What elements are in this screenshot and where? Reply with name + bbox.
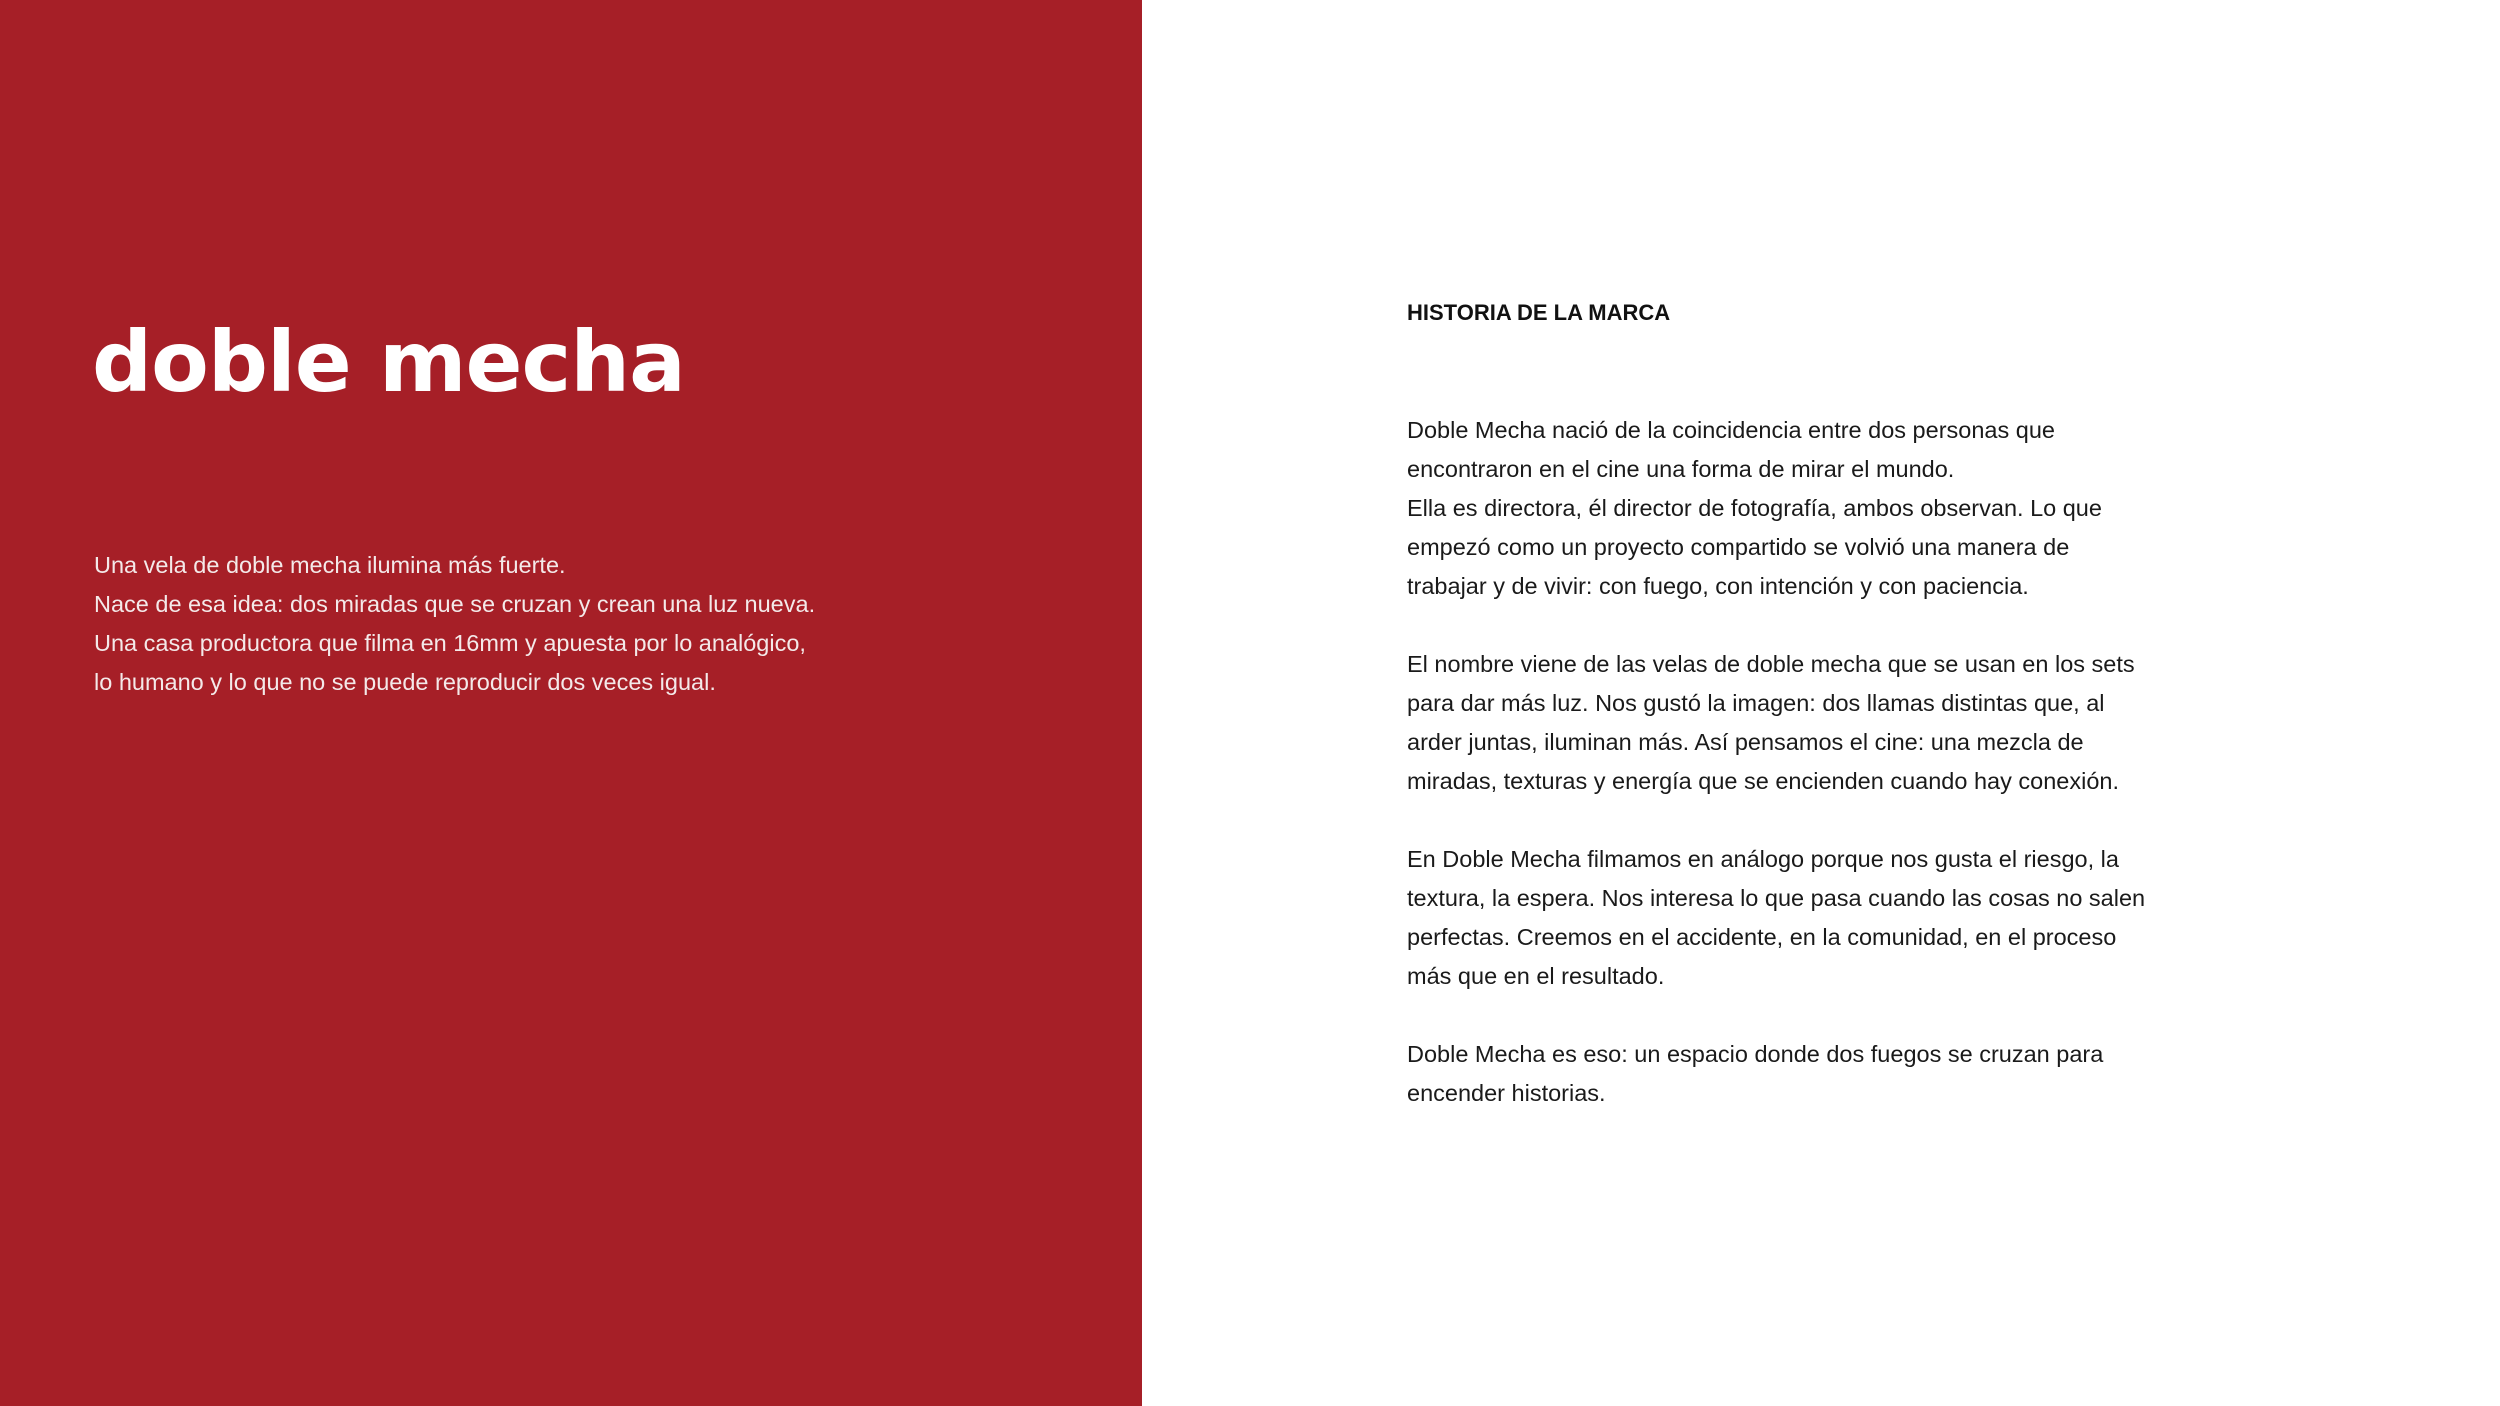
story-line: El nombre viene de las velas de doble mecha que se usan en los sets [1407,651,2135,677]
intro-line: lo humano y lo que no se puede reproducir dos veces igual. [94,669,716,695]
story-paragraph-analog [1407,840,2307,996]
brand-title: doble mecha [92,313,685,411]
story-line: empezó como un proyecto compartido se volvió una manera de [1407,534,2070,560]
story-line: textura, la espera. Nos interesa lo que pasa cuando las cosas no salen [1407,885,2146,911]
brand-story [1407,411,2307,1113]
story-line: más que en el resultado. [1407,963,1665,989]
intro-line: Una vela de doble mecha ilumina más fuerte. [94,552,566,578]
brand-panel [0,0,1142,1406]
story-line: Doble Mecha nació de la coincidencia entre dos personas que [1407,417,2055,443]
story-line: miradas, texturas y energía que se encienden cuando hay conexión. [1407,768,2119,794]
story-paragraph-closing [1407,1035,2307,1113]
story-line: perfectas. Creemos en el accidente, en la comunidad, en el proceso [1407,924,2117,950]
story-paragraph-origin [1407,411,2307,606]
intro-line: Una casa productora que filma en 16mm y apuesta por lo analógico, [94,630,806,656]
story-line: encontraron en el cine una forma de mirar el mundo. [1407,456,1955,482]
story-line: encender historias. [1407,1080,1606,1106]
story-line: para dar más luz. Nos gustó la imagen: dos llamas distintas que, al [1407,690,2105,716]
story-paragraph-name [1407,645,2307,801]
story-line: Doble Mecha es eso: un espacio donde dos fuegos se cruzan para [1407,1041,2104,1067]
story-line: arder juntas, iluminan más. Así pensamos el cine: una mezcla de [1407,729,2084,755]
intro-line: Nace de esa idea: dos miradas que se cruzan y crean una luz nueva. [94,591,816,617]
section-heading: HISTORIA DE LA MARCA [1407,300,1671,325]
story-line: En Doble Mecha filmamos en análogo porque nos gusta el riesgo, la [1407,846,2119,872]
story-line: Ella es directora, él director de fotografía, ambos observan. Lo que [1407,495,2102,521]
story-line: trabajar y de vivir: con fuego, con intención y con paciencia. [1407,573,2029,599]
brand-intro [94,546,994,702]
